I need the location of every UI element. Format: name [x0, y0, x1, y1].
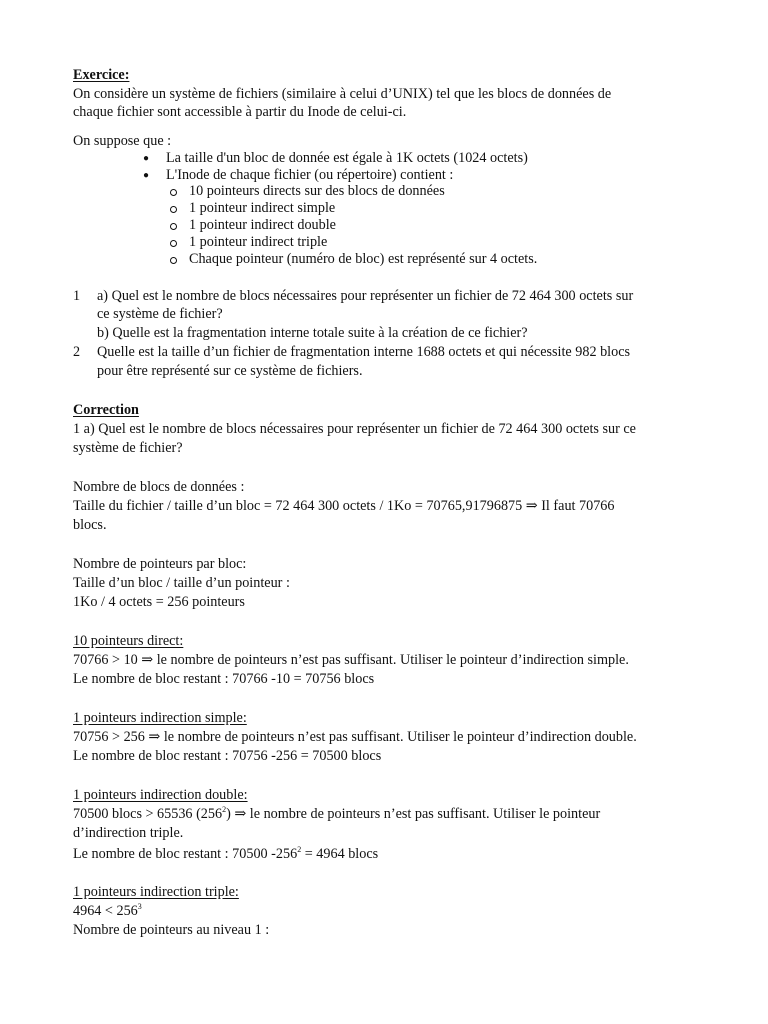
correction-heading: Correction — [73, 402, 139, 418]
nb-blocs-title: Nombre de blocs de données : — [73, 479, 245, 495]
circle-bullet-icon — [170, 206, 177, 213]
double-line1-part-a: 70500 blocs > 65536 (256 — [73, 806, 223, 822]
circle-bullet-icon — [170, 223, 177, 230]
sub-item-3: 1 pointeur indirect double — [189, 217, 336, 233]
double-indirection-line3 — [73, 845, 378, 864]
bullet-item-1: La taille d'un bloc de donnée est égale à 1K octets (1024 octets) — [166, 150, 528, 166]
triple-line1-part-a: 4964 < 256 — [73, 903, 138, 919]
sub-item-2: 1 pointeur indirect simple — [189, 200, 336, 216]
sub-item-1: 10 pointeurs directs sur des blocs de données — [189, 183, 445, 199]
question-1a-line2: ce système de fichier? — [97, 306, 223, 322]
question-2-line1: Quelle est la taille d’un fichier de fragmentation interne 1688 octets et qui nécessite 982 blocs — [97, 344, 631, 360]
question-1b: b) Quelle est la fragmentation interne totale suite à la création de ce fichier? — [97, 325, 528, 341]
simple-indirection-title: 1 pointeurs indirection simple: — [73, 710, 247, 726]
double-line1-part-b: ) ⇒ le nombre de pointeurs n’est pas suffisant. Utiliser le pointeur — [226, 806, 601, 822]
simple-indirection-line1: 70756 > 256 ⇒ le nombre de pointeurs n’est pas suffisant. Utiliser le pointeur d’indirection double. — [73, 729, 637, 745]
suppose-text: On suppose que : — [73, 133, 172, 149]
triple-indirection-line2: Nombre de pointeurs au niveau 1 : — [73, 922, 270, 938]
question-1-number: 1 — [73, 288, 81, 304]
correction-question-line1: 1 a) Quel est le nombre de blocs nécessaires pour représenter un fichier de 72 464 300 octets sur ce — [73, 421, 636, 437]
exercise-heading: Exercice: — [73, 67, 130, 83]
pointers-line2: 1Ko / 4 octets = 256 pointeurs — [73, 594, 245, 610]
exercise-intro-line2: chaque fichier sont accessible à partir du Inode de celui-ci. — [73, 104, 407, 120]
circle-bullet-icon — [170, 189, 177, 196]
circle-bullet-icon — [170, 240, 177, 247]
circle-bullet-icon — [170, 257, 177, 264]
bullet-item-2: L'Inode de chaque fichier (ou répertoire) contient : — [166, 167, 454, 183]
sub-item-5: Chaque pointeur (numéro de bloc) est représenté sur 4 octets. — [189, 251, 538, 267]
correction-question-line2: système de fichier? — [73, 440, 183, 456]
pointers-title: Nombre de pointeurs par bloc: — [73, 556, 247, 572]
triple-indirection-title: 1 pointeurs indirection triple: — [73, 884, 239, 900]
double-line1-exponent: 2 — [222, 805, 227, 814]
sub-item-4: 1 pointeur indirect triple — [189, 234, 328, 250]
double-line3-part-a: Le nombre de bloc restant : 70500 -256 — [73, 846, 298, 862]
triple-indirection-line1 — [73, 902, 142, 921]
direct-pointers-line2: Le nombre de bloc restant : 70766 -10 = 70756 blocs — [73, 671, 375, 687]
double-line3-exponent: 2 — [297, 845, 302, 854]
double-line3-part-b: = 4964 blocs — [301, 846, 379, 862]
bullet-icon: ● — [143, 153, 150, 164]
exercise-intro-line1: On considère un système de fichiers (similaire à celui d’UNIX) tel que les blocs de données de — [73, 86, 612, 102]
double-indirection-line1 — [73, 805, 600, 824]
triple-line1-exponent: 3 — [137, 902, 142, 911]
question-1a-line1: a) Quel est le nombre de blocs nécessaires pour représenter un fichier de 72 464 300 octets sur — [97, 288, 634, 304]
direct-pointers-title: 10 pointeurs direct: — [73, 633, 184, 649]
simple-indirection-line2: Le nombre de bloc restant : 70756 -256 = 70500 blocs — [73, 748, 382, 764]
direct-pointers-line1: 70766 > 10 ⇒ le nombre de pointeurs n’est pas suffisant. Utiliser le pointeur d’indirection simple. — [73, 652, 629, 668]
double-indirection-title: 1 pointeurs indirection double: — [73, 787, 248, 803]
nb-blocs-line1: Taille du fichier / taille d’un bloc = 72 464 300 octets / 1Ko = 70765,91796875 ⇒ Il faut 70766 — [73, 498, 615, 514]
double-indirection-line2: d’indirection triple. — [73, 825, 184, 841]
pointers-line1: Taille d’un bloc / taille d’un pointeur : — [73, 575, 290, 591]
bullet-icon: ● — [143, 170, 150, 181]
question-2-number: 2 — [73, 344, 81, 360]
question-2-line2: pour être représenté sur ce système de fichiers. — [97, 363, 363, 379]
nb-blocs-line2: blocs. — [73, 517, 107, 533]
